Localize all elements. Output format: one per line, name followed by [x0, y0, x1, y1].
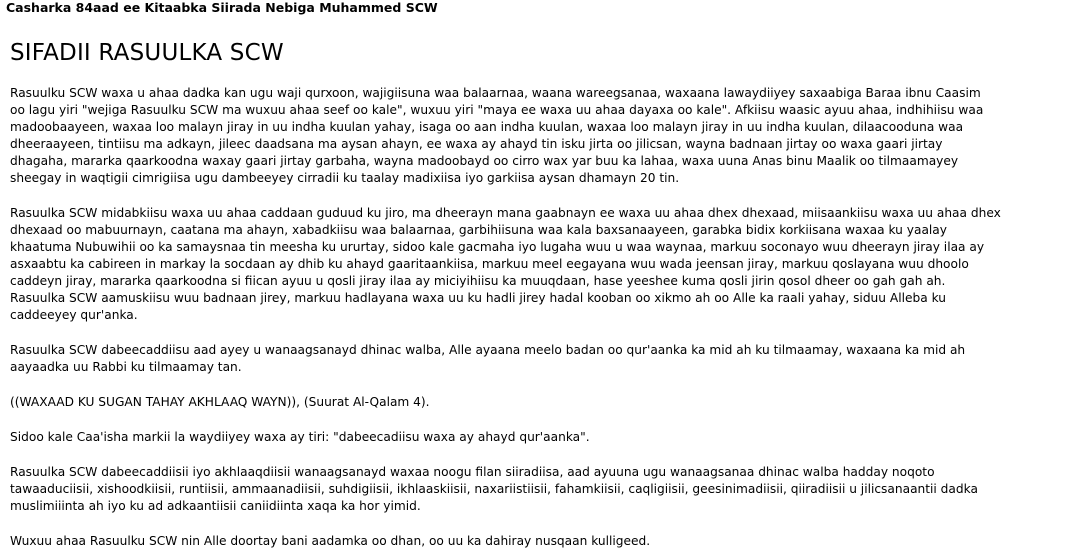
paragraph-2: Rasuulka SCW midabkiisu waxa uu ahaa caddaan guduud ku jiro, ma dheerayn mana gaabnayn ee waxa uu ahaa dhex dhexaad, miisaankiisu waxa uu ahaa dhex dhexaad oo mabuurnayn, caatana ma ahayn, xabadkiisu waa balaarnaa, garbihiisuna waa kala baxsanaayeen, garabka bidix korkiisana waxaa ku yaalay khaatuma Nubuwihii oo ka samaysnaa tin meesha ku ururtay, sidoo kale gacmaha iyo lugaha wuu u waa waynaa, markuu soconayo wuu dheerayn jiray ilaa ay asxaabtu ka cabireen in markay la socdaan ay dhib ku ahayd gaaritaankiisa, markuu meel eegayana wuu wada jeensan jiray, markuu qoslayana wuu dhoolo caddeyn jiray, mararka qaarkoodna si fiican ayuu u qosli jiray ilaa ay miciyihiisu ka muuqdaan, hase yeeshee kuma qosli jirin qosol dheer oo gah gah ah. Rasuulka SCW aamuskiisu wuu badnaan jirey, markuu hadlayana waxa uu ku hadli jirey hadal kooban oo xikmo ah oo Alle ka raali yahay, siduu Alleba ku caddeeyey qur'anka. — [10, 206, 1001, 322]
paragraph-5: Sidoo kale Caa'isha markii la waydiiyey waxa ay tiri: "dabeecadiisu waxa ay ahayd qur'aanka". — [10, 430, 590, 444]
article-body — [10, 85, 1070, 560]
page-heading: SIFADII RASUULKA SCW — [10, 40, 284, 66]
document-title: Casharka 84aad ee Kitaabka Siirada Nebiga Muhammed SCW — [6, 0, 438, 15]
paragraph-4-quote: ((WAXAAD KU SUGAN TAHAY AKHLAAQ WAYN)), (Suurat Al-Qalam 4). — [10, 395, 430, 409]
paragraph-1: Rasuulku SCW waxa u ahaa dadka kan ugu waji qurxoon, wajigiisuna waa balaarnaa, waana wareegsanaa, waxaana lawaydiiyey saxaabiga Baraa ibnu Caasim oo lagu yiri "wejiga Rasuulku SCW ma wuxuu ahaa seef oo kale", wuxuu yiri "maya ee waxa uu ahaa dayaxa oo kale". Afkiisu waasic ayuu ahaa, indhihiisu waa madoobaayeen, waxaa loo malayn jiray in uu indha kuulan yahay, isaga oo aan indha kuulan, waxaa loo malayn jiray in uu indha kuulan, dilaacooduna waa dheeraayeen, tintiisu ma adkayn, jileec daadsana ma aysan ahayn, ee waxa ay ahayd tin isku jirta oo jilicsan, wayna badnaan jirtay oo waxa gaari jirtay dhagaha, mararka qaarkoodna waxay gaari jirtay garbaha, wayna madoobayd oo cirro wax yar buu ka lahaa, waxa uuna Anas binu Maalik oo tilmaamayey sheegay in waqtigii cimrigiisa ugu dambeeyey cirradii ku taalay madixiisa iyo garkiisa aysan dhamayn 20 tin. — [10, 86, 984, 185]
paragraph-6: Rasuulka SCW dabeecaddiisii iyo akhlaaqdiisii wanaagsanayd waxaa noogu filan siiradiisa, aad ayuuna ugu wanaagsanaa dhinac walba hadday noqoto tawaaduciisii, xishoodkiisii, runtiisii, ammaanadiisii, suhdigiisii, ikhlaaskiisii, naxariistiisii, fahamkiisii, caqligiisii, geesinimadiisii, qiiradiisii u jilicsanaantii dadka muslimiiinta ah iyo ku ad adkaantiisii caniidiinta xaqa ka hor yimid. — [10, 465, 978, 513]
paragraph-7: Wuxuu ahaa Rasuulku SCW nin Alle doortay bani aadamka oo dhan, oo uu ka dahiray nusqaan kulligeed. — [10, 534, 651, 548]
paragraph-3: Rasuulka SCW dabeecaddiisu aad ayey u wanaagsanayd dhinac walba, Alle ayaana meelo badan oo qur'aanka ka mid ah ku tilmaamay, waxaana ka mid ah aayaadka uu Rabbi ku tilmaamay tan. — [10, 343, 966, 374]
